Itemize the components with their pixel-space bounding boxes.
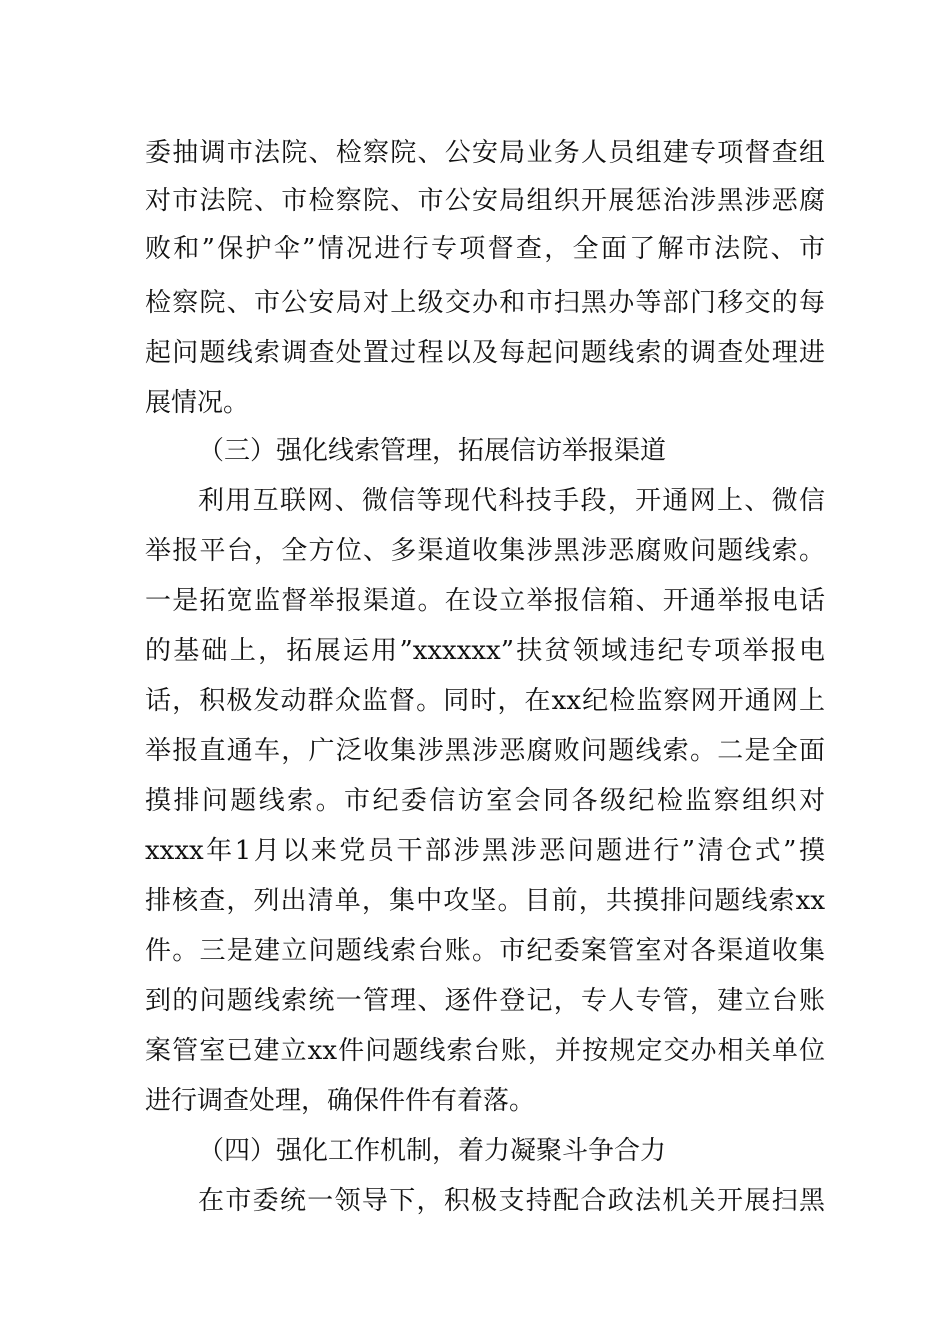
text-line: 举报平台，全方位、多渠道收集涉黑涉恶腐败问题线索。 xyxy=(145,536,825,566)
text-line: 展情况。 xyxy=(145,388,250,418)
text-line: 的基础上，拓展运用”xxxxxx”扶贫领域违纪专项举报电 xyxy=(145,636,825,666)
text-line: 排核查，列出清单，集中攻坚。目前，共摸排问题线索xx xyxy=(145,886,825,916)
text-line: 话，积极发动群众监督。同时，在xx纪检监察网开通网上 xyxy=(145,686,825,716)
section-heading: （三）强化线索管理，拓展信访举报渠道 xyxy=(198,436,667,466)
text-line: 进行调查处理，确保件件有着落。 xyxy=(145,1086,536,1116)
text-line: 件。三是建立问题线索台账。市纪委案管室对各渠道收集 xyxy=(145,936,825,966)
text-line: 案管室已建立xx件问题线索台账，并按规定交办相关单位 xyxy=(145,1036,825,1066)
text-line: 到的问题线索统一管理、逐件登记，专人专管，建立台账 xyxy=(145,986,825,1016)
text-line: xxxx年1月以来党员干部涉黑涉恶问题进行”清仓式”摸 xyxy=(145,836,825,866)
text-line: 举报直通车，广泛收集涉黑涉恶腐败问题线索。二是全面 xyxy=(145,736,825,766)
section-heading: （四）强化工作机制，着力凝聚斗争合力 xyxy=(198,1136,667,1166)
text-line: 一是拓宽监督举报渠道。在设立举报信箱、开通举报电话 xyxy=(145,586,825,616)
text-line: 检察院、市公安局对上级交办和市扫黑办等部门移交的每 xyxy=(145,288,825,318)
text-line: 摸排问题线索。市纪委信访室会同各级纪检监察组织对 xyxy=(145,786,825,816)
text-line: 起问题线索调查处置过程以及每起问题线索的调查处理进 xyxy=(145,338,825,368)
text-line: 利用互联网、微信等现代科技手段，开通网上、微信 xyxy=(198,486,825,516)
text-line: 败和”保护伞”情况进行专项督查，全面了解市法院、市 xyxy=(145,234,825,264)
text-line: 在市委统一领导下，积极支持配合政法机关开展扫黑 xyxy=(198,1186,825,1216)
text-line: 委抽调市法院、检察院、公安局业务人员组建专项督查组 xyxy=(145,138,825,168)
text-line: 对市法院、市检察院、市公安局组织开展惩治涉黑涉恶腐 xyxy=(145,186,825,216)
